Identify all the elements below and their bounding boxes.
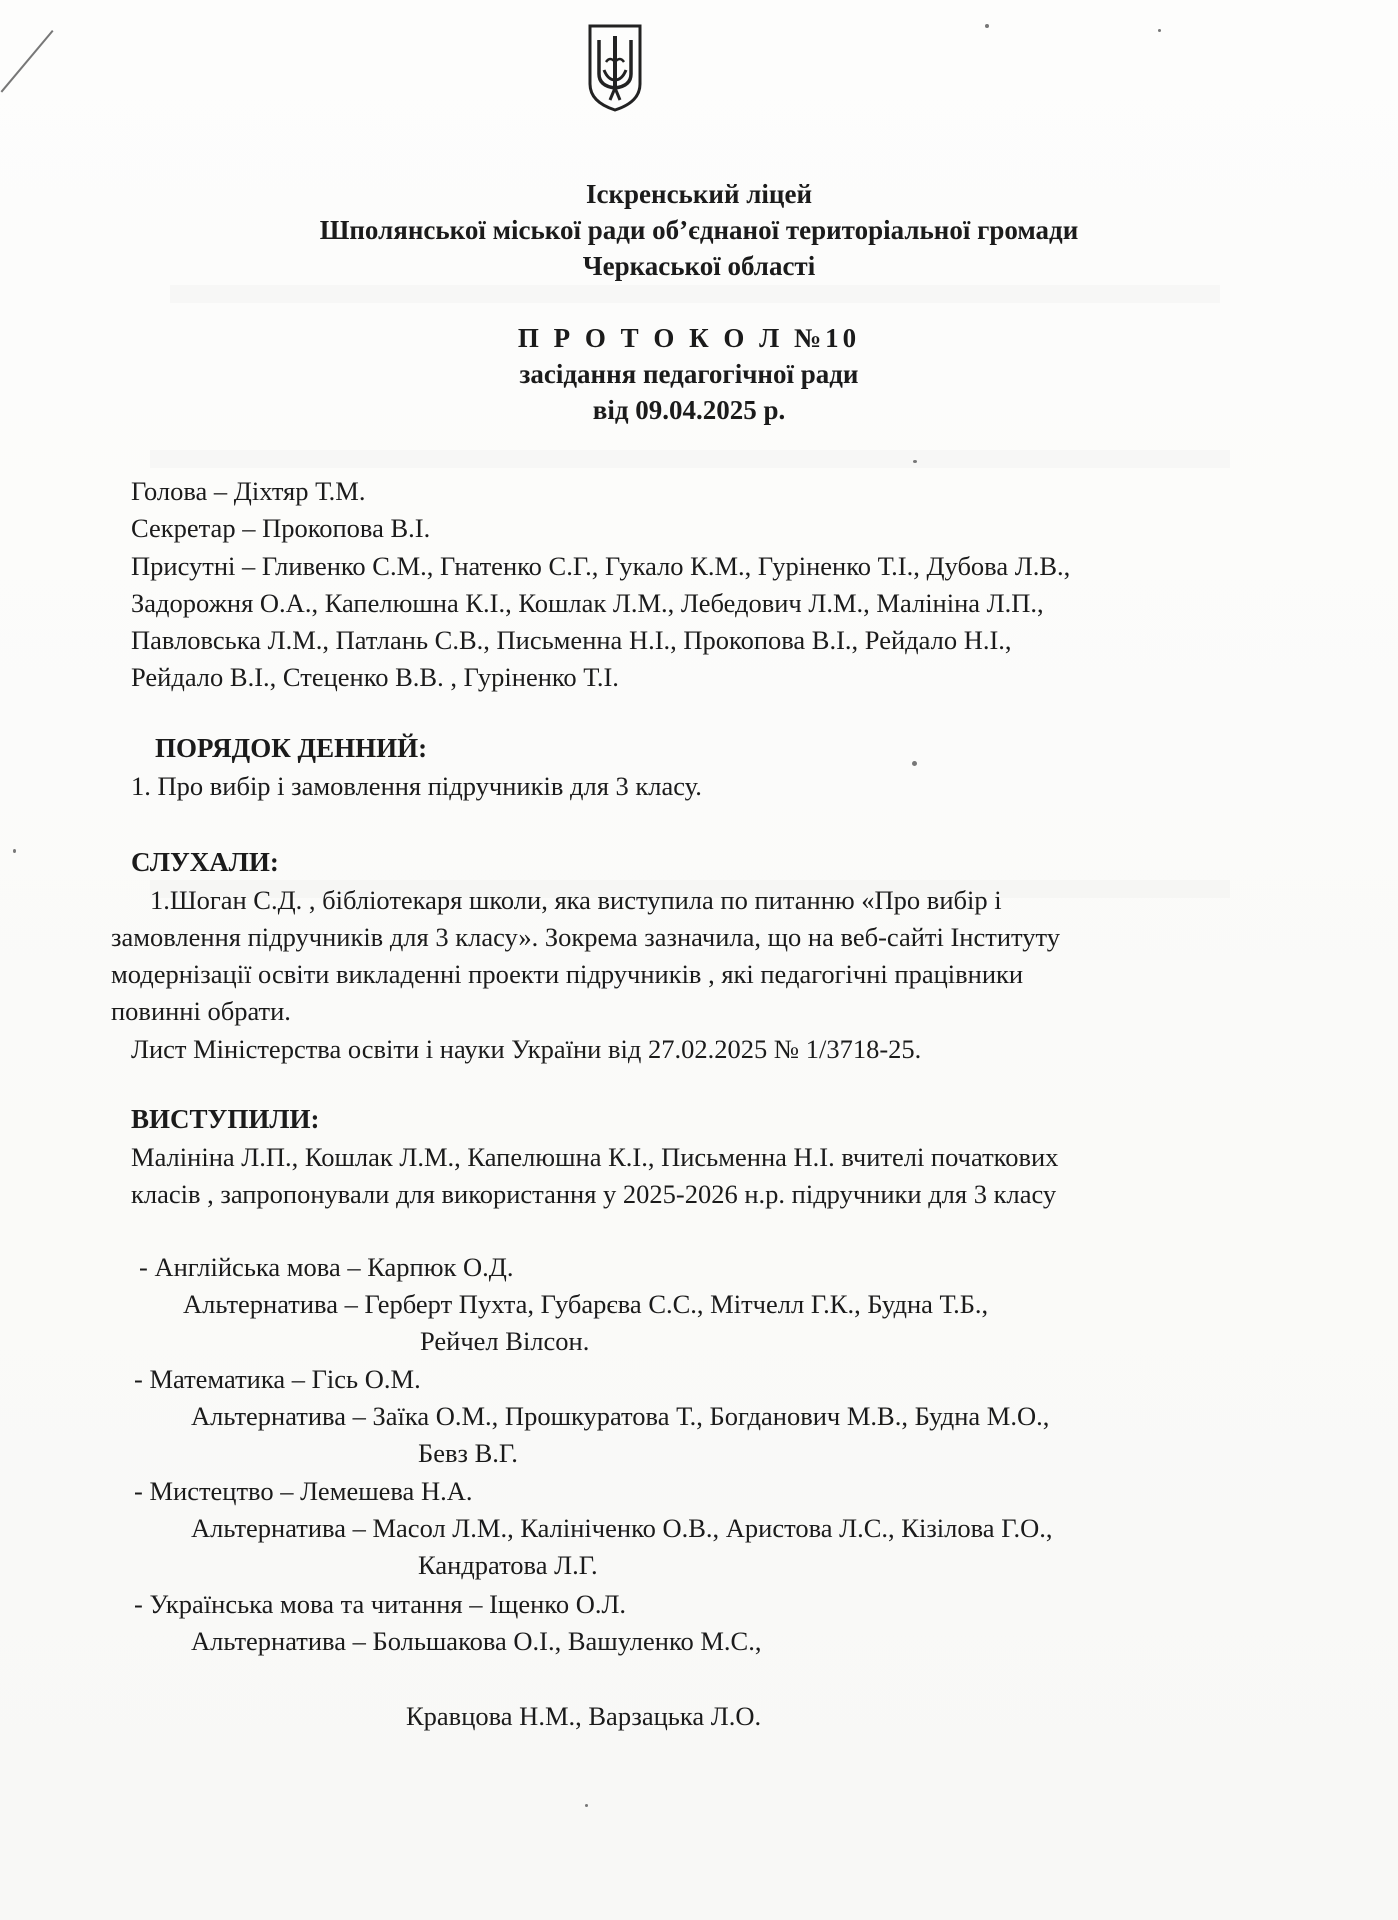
protocol-header bbox=[0, 320, 1388, 428]
art-alternative-2: Кандратова Л.Г. bbox=[418, 1550, 598, 1580]
heard-line-1: 1.Шоган С.Д. , бібліотекаря школи, яка виступила по питанню «Про вибір і bbox=[150, 885, 1002, 915]
ukrainian-subject: - Українська мова та читання – Іщенко О.Л. bbox=[134, 1589, 627, 1619]
scan-speck bbox=[13, 849, 16, 853]
school-name: Іскренський ліцей bbox=[585, 179, 813, 209]
english-alternative-2: Рейчел Вілсон. bbox=[420, 1326, 590, 1356]
math-alternative-2: Бевз В.Г. bbox=[418, 1438, 518, 1468]
scan-speck bbox=[585, 1804, 588, 1807]
protocol-subtitle: засідання педагогічної ради bbox=[519, 359, 859, 389]
heard-heading: СЛУХАЛИ: bbox=[131, 847, 279, 877]
math-subject: - Математика – Гісь О.М. bbox=[134, 1364, 421, 1394]
ukrainian-alternative-1: Альтернатива – Большакова О.І., Вашуленко М.С., bbox=[191, 1626, 762, 1656]
spoke-line-1: Малініна Л.П., Кошлак Л.М., Капелюшна К.І., Письменна Н.І. вчителі початкових bbox=[131, 1142, 1059, 1172]
agenda-heading: ПОРЯДОК ДЕННИЙ: bbox=[155, 733, 428, 763]
english-alternative-1: Альтернатива – Герберт Пухта, Губарєва С.С., Мітчелл Г.К., Будна Т.Б., bbox=[183, 1289, 989, 1319]
school-header bbox=[0, 176, 1398, 284]
present-line-4: Рейдало В.І., Стеценко В.В. , Гуріненко Т.І. bbox=[131, 662, 619, 692]
english-subject: - Англійська мова – Карпюк О.Д. bbox=[139, 1252, 514, 1282]
agenda-item-1: 1. Про вибір і замовлення підручників для 3 класу. bbox=[131, 771, 702, 801]
spoke-line-2: класів , запропонували для використання у 2025-2026 н.р. підручники для 3 класу bbox=[131, 1179, 1057, 1209]
present-line-1: Присутні – Гливенко С.М., Гнатенко С.Г., Гукало К.М., Гуріненко Т.І., Дубова Л.В., bbox=[131, 551, 1071, 581]
scan-pen-mark bbox=[1, 30, 54, 93]
council-name: Шполянської міської ради об’єднаної територіальної громади bbox=[319, 215, 1079, 245]
spoke-heading: ВИСТУПИЛИ: bbox=[131, 1104, 320, 1134]
scan-speck bbox=[1158, 29, 1161, 32]
scan-speck bbox=[913, 460, 917, 463]
coat-of-arms-icon bbox=[586, 22, 644, 112]
art-subject: - Мистецтво – Лемешева Н.А. bbox=[134, 1476, 473, 1506]
heard-line-4: повинні обрати. bbox=[111, 996, 291, 1026]
present-line-3: Павловська Л.М., Патлань С.В., Письменна Н.І., Прокопова В.І., Рейдало Н.І., bbox=[131, 625, 1012, 655]
secretary-line: Секретар – Прокопова В.І. bbox=[131, 513, 431, 543]
scan-speck bbox=[985, 24, 989, 28]
present-line-2: Задорожня О.А., Капелюшна К.І., Кошлак Л.М., Лебедович Л.М., Малініна Л.П., bbox=[131, 588, 1044, 618]
ukrainian-alternative-2: Кравцова Н.М., Варзацька Л.О. bbox=[406, 1701, 762, 1731]
region-name: Черкаської області bbox=[582, 251, 816, 281]
heard-line-2: замовлення підручників для 3 класу». Зокрема зазначила, що на веб-сайті Інституту bbox=[111, 922, 1060, 952]
scan-speck bbox=[912, 761, 917, 766]
protocol-title: П Р О Т О К О Л №10 bbox=[517, 323, 861, 353]
head-line: Голова – Діхтяр Т.М. bbox=[131, 476, 366, 506]
protocol-date: від 09.04.2025 р. bbox=[592, 395, 786, 425]
heard-line-3: модернізації освіти викладенні проекти підручників , які педагогічні працівники bbox=[111, 959, 1024, 989]
art-alternative-1: Альтернатива – Масол Л.М., Калініченко О.В., Аристова Л.С., Кізілова Г.О., bbox=[191, 1513, 1053, 1543]
ministry-letter: Лист Міністерства освіти і науки України від 27.02.2025 № 1/3718-25. bbox=[131, 1034, 922, 1064]
math-alternative-1: Альтернатива – Заїка О.М., Прошкуратова Т., Богданович М.В., Будна М.О., bbox=[191, 1401, 1050, 1431]
